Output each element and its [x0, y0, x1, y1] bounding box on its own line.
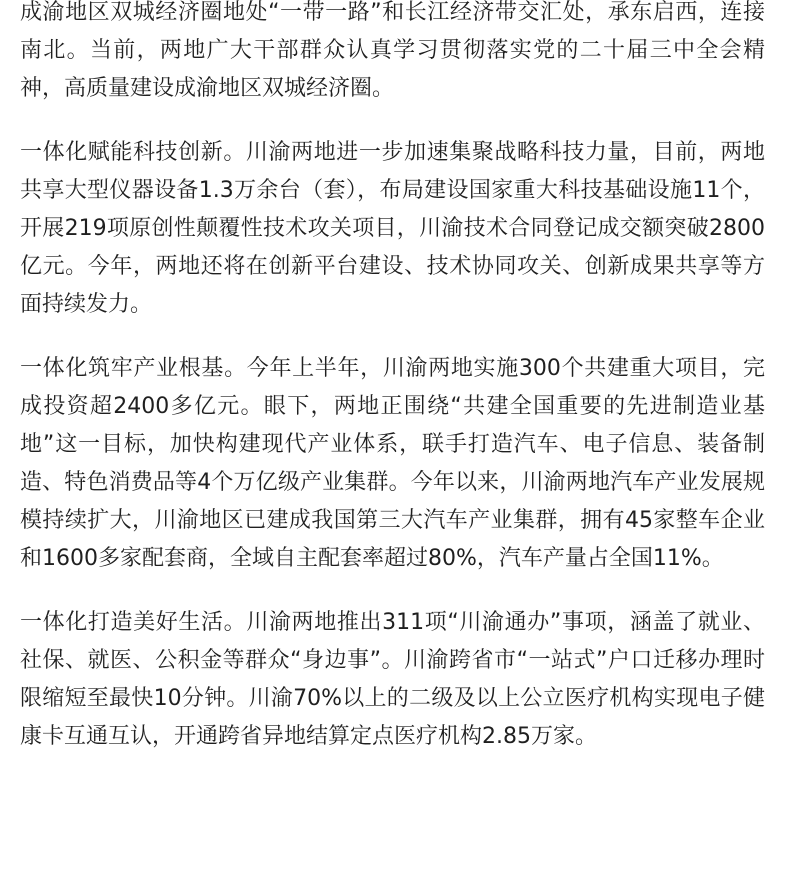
intro-paragraph: 成渝地区双城经济圈地处“一带一路”和长江经济带交汇处，承东启西，连接南北。当前，两地广大干部群众认真学习贯彻落实党的二十届三中全会精神，高质量建设成渝地区双城经济圈。	[20, 0, 765, 101]
tech-innovation-paragraph: 一体化赋能科技创新。川渝两地进一步加速集聚战略科技力量，目前，两地共享大型仪器设备1.3万余台（套），布局建设国家重大科技基础设施11个，开展219项原创性颠覆性技术攻关项目，川渝技术合同登记成交额突破2800亿元。今年，两地还将在创新平台建设、技术协同攻关、创新成果共享等方面持续发力。	[20, 140, 765, 317]
better-life-paragraph: 一体化打造美好生活。川渝两地推出311项“川渝通办”事项，涵盖了就业、社保、就医、公积金等群众“身边事”。川渝跨省市“一站式”户口迁移办理时限缩短至最快10分钟。川渝70%以上的二级及以上公立医疗机构实现电子健康卡互通互认，开通跨省异地结算定点医疗机构2.85万家。	[20, 610, 765, 749]
industry-paragraph: 一体化筑牢产业根基。今年上半年，川渝两地实施300个共建重大项目，完成投资超2400多亿元。眼下，两地正围绕“共建全国重要的先进制造业基地”这一目标，加快构建现代产业体系，联手打造汽车、电子信息、装备制造、特色消费品等4个万亿级产业集群。今年以来，川渝两地汽车产业发展规模持续扩大，川渝地区已建成我国第三大汽车产业集群，拥有45家整车企业和1600多家配套商，全域自主配套率超过80%，汽车产量占全国11%。	[20, 356, 765, 571]
